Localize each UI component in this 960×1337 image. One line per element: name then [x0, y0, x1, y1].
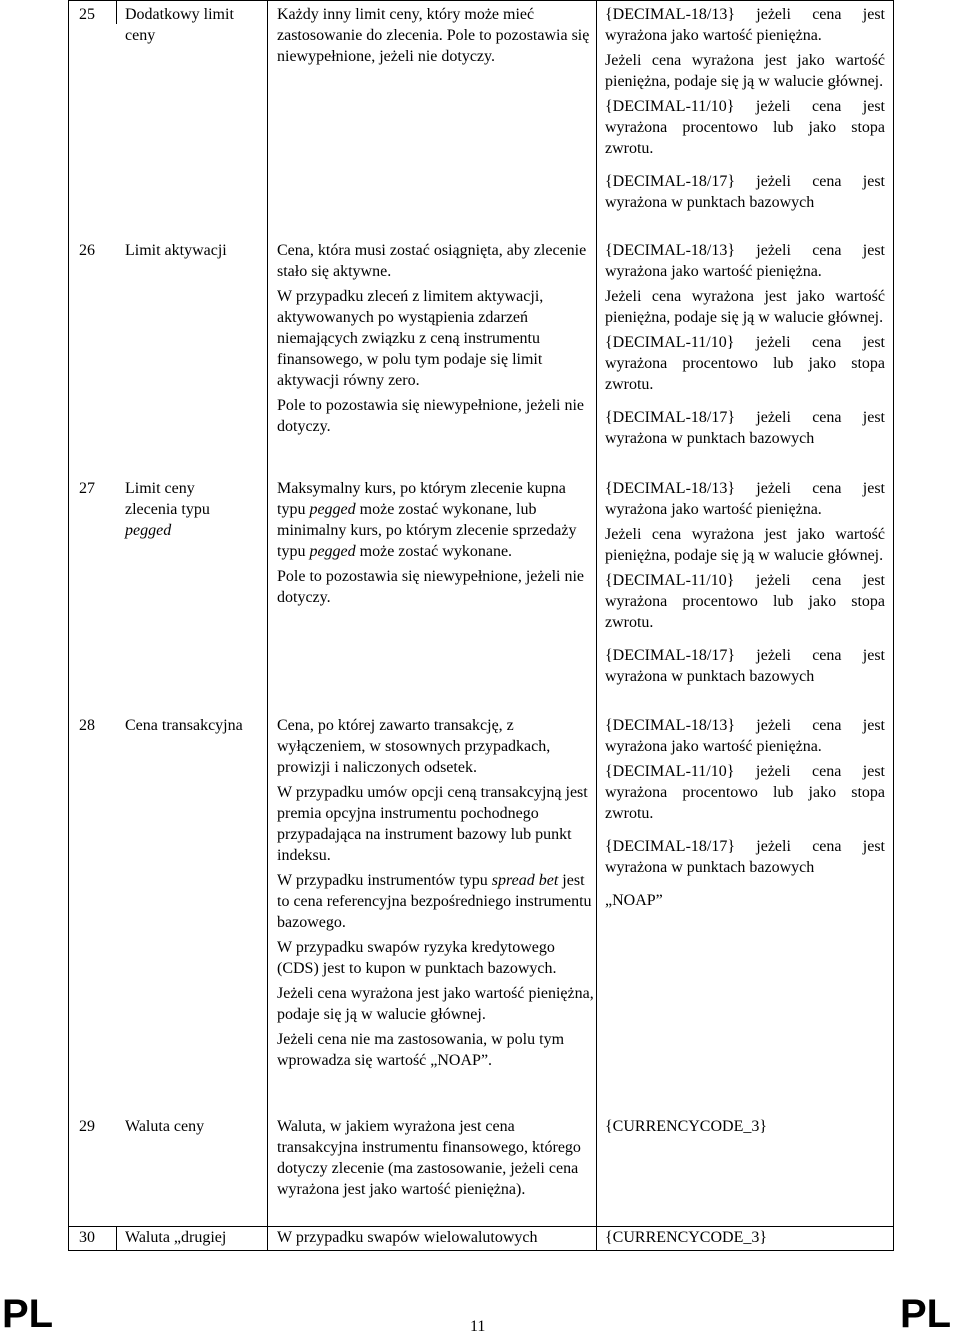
row-number: 27 [79, 480, 95, 497]
field-name-italic: pegged [125, 522, 172, 539]
description-italic: pegged [309, 543, 356, 560]
description-paragraph: W przypadku swapów wielowalutowych [277, 1229, 538, 1246]
footer-language-label-right: PL [900, 1292, 952, 1336]
field-description [277, 715, 595, 1071]
description-paragraph: W przypadku zleceń z limitem aktywacji, aktywowanych po wystąpienia zdarzeń niemających związku z ceną instrumentu finansowego, w polu tym podaje się limit aktywacji równy zero. [277, 288, 544, 389]
description-italic: spread bet [491, 872, 559, 889]
description-italic: pegged [309, 501, 356, 518]
description-paragraph: W przypadku swapów ryzyka kredytowego (CDS) jest to kupon w punktach bazowych. [277, 939, 557, 977]
description-paragraph: Pole to pozostawia się niewypełnione, jeżeli nie dotyczy. [277, 397, 585, 435]
field-description [277, 1227, 595, 1248]
format-paragraph: „NOAP” [605, 892, 663, 909]
field-format [605, 240, 885, 449]
table-col-divider-3 [596, 0, 597, 1251]
format-paragraph: Jeżeli cena wyrażona jest jako wartość pieniężna, podaje się ją w walucie głównej. [605, 288, 885, 326]
format-paragraph: {DECIMAL-18/13} jeżeli cena jest wyrażona jako wartość pieniężna. [605, 6, 885, 44]
field-description [277, 478, 595, 608]
description-paragraph [277, 870, 595, 933]
format-paragraph: {CURRENCYCODE_3} [605, 1229, 768, 1246]
format-paragraph: {CURRENCYCODE_3} [605, 1118, 768, 1135]
table-border-bottom [68, 1250, 894, 1251]
format-paragraph: {DECIMAL-18/17} jeżeli cena jest wyrażona w punktach bazowych [605, 838, 885, 876]
row-number: 30 [79, 1229, 95, 1246]
table-border-right [893, 0, 894, 1251]
field-description [277, 1116, 595, 1200]
row-number: 29 [79, 1118, 95, 1135]
format-paragraph: {DECIMAL-18/13} jeżeli cena jest wyrażona jako wartość pieniężna. [605, 717, 885, 755]
field-name: Waluta „drugiej [125, 1229, 227, 1246]
format-paragraph: Jeżeli cena wyrażona jest jako wartość pieniężna, podaje się ją w walucie głównej. [605, 52, 885, 90]
description-paragraph: Pole to pozostawia się niewypełnione, jeżeli nie dotyczy. [277, 568, 585, 606]
description-text: Maksymalny kurs, po którym zlecenie kupna typu [277, 480, 566, 518]
footer-language-label-left: PL [2, 1292, 54, 1336]
field-name-text: Limit ceny zlecenia typu [125, 480, 210, 518]
table-border-left [68, 0, 69, 1251]
format-paragraph: {DECIMAL-18/13} jeżeli cena jest wyrażona jako wartość pieniężna. [605, 242, 885, 280]
field-format [605, 478, 885, 687]
table-border-top [68, 0, 894, 1]
field-name: Cena transakcyjna [125, 717, 243, 734]
field-format [605, 4, 885, 213]
format-paragraph: {DECIMAL-11/10} jeżeli cena jest wyrażona procentowo lub jako stopa zwrotu. [605, 334, 885, 393]
field-name [125, 478, 235, 541]
row-number: 25 [79, 6, 95, 23]
format-paragraph: {DECIMAL-11/10} jeżeli cena jest wyrażona procentowo lub jako stopa zwrotu. [605, 572, 885, 631]
field-description [277, 4, 595, 67]
field-format [605, 1227, 885, 1248]
table-col-divider-1 [116, 1227, 117, 1251]
description-paragraph: Jeżeli cena nie ma zastosowania, w polu tym wprowadza się wartość „NOAP”. [277, 1031, 565, 1069]
field-description [277, 240, 595, 437]
description-text: jest to cena referencyjna bezpośredniego instrumentu bazowego. [277, 872, 592, 931]
field-format [605, 715, 885, 911]
field-name: Dodatkowy limit ceny [125, 6, 234, 44]
description-paragraph [277, 478, 595, 562]
row-number: 28 [79, 717, 95, 734]
description-paragraph: Każdy inny limit ceny, który może mieć zastosowanie do zlecenia. Pole to pozostawia się niewypełnione, jeżeli nie dotyczy. [277, 6, 590, 65]
format-paragraph: {DECIMAL-18/17} jeżeli cena jest wyrażona w punktach bazowych [605, 173, 885, 211]
field-name: Waluta ceny [125, 1118, 205, 1135]
description-paragraph: Cena, która musi zostać osiągnięta, aby zlecenie stało się aktywne. [277, 242, 587, 280]
format-paragraph: Jeżeli cena wyrażona jest jako wartość pieniężna, podaje się ją w walucie głównej. [605, 526, 885, 564]
field-format [605, 1116, 885, 1137]
description-text: może zostać wykonane, lub minimalny kurs, po którym zlecenie sprzedaży typu [277, 501, 577, 560]
page-number: 11 [470, 1318, 486, 1335]
description-text: może zostać wykonane. [359, 543, 513, 560]
table-col-divider-2 [267, 0, 268, 1251]
format-paragraph: {DECIMAL-11/10} jeżeli cena jest wyrażona procentowo lub jako stopa zwrotu. [605, 763, 885, 822]
description-text: W przypadku instrumentów typu [277, 872, 488, 889]
description-paragraph: W przypadku umów opcji ceną transakcyjną jest premia opcyjna instrumentu pochodnego przypadająca na instrument bazowy lub punkt indeksu. [277, 784, 588, 864]
format-paragraph: {DECIMAL-11/10} jeżeli cena jest wyrażona procentowo lub jako stopa zwrotu. [605, 98, 885, 157]
description-paragraph: Cena, po której zawarto transakcję, z wyłączeniem, w stosownych przypadkach, prowizji i naliczonych odsetek. [277, 717, 551, 776]
format-paragraph: {DECIMAL-18/13} jeżeli cena jest wyrażona jako wartość pieniężna. [605, 480, 885, 518]
table-col-divider-1 [116, 0, 117, 24]
description-paragraph: Jeżeli cena wyrażona jest jako wartość pieniężna, podaje się ją w walucie głównej. [277, 985, 594, 1023]
row-number: 26 [79, 242, 95, 259]
field-name: Limit aktywacji [125, 242, 227, 259]
format-paragraph: {DECIMAL-18/17} jeżeli cena jest wyrażona w punktach bazowych [605, 409, 885, 447]
format-paragraph: {DECIMAL-18/17} jeżeli cena jest wyrażona w punktach bazowych [605, 647, 885, 685]
description-paragraph: Waluta, w jakiem wyrażona jest cena transakcyjna instrumentu finansowego, którego dotyczy zlecenie (ma zastosowanie, jeżeli cena wyrażona jest jako wartość pieniężna). [277, 1118, 581, 1198]
